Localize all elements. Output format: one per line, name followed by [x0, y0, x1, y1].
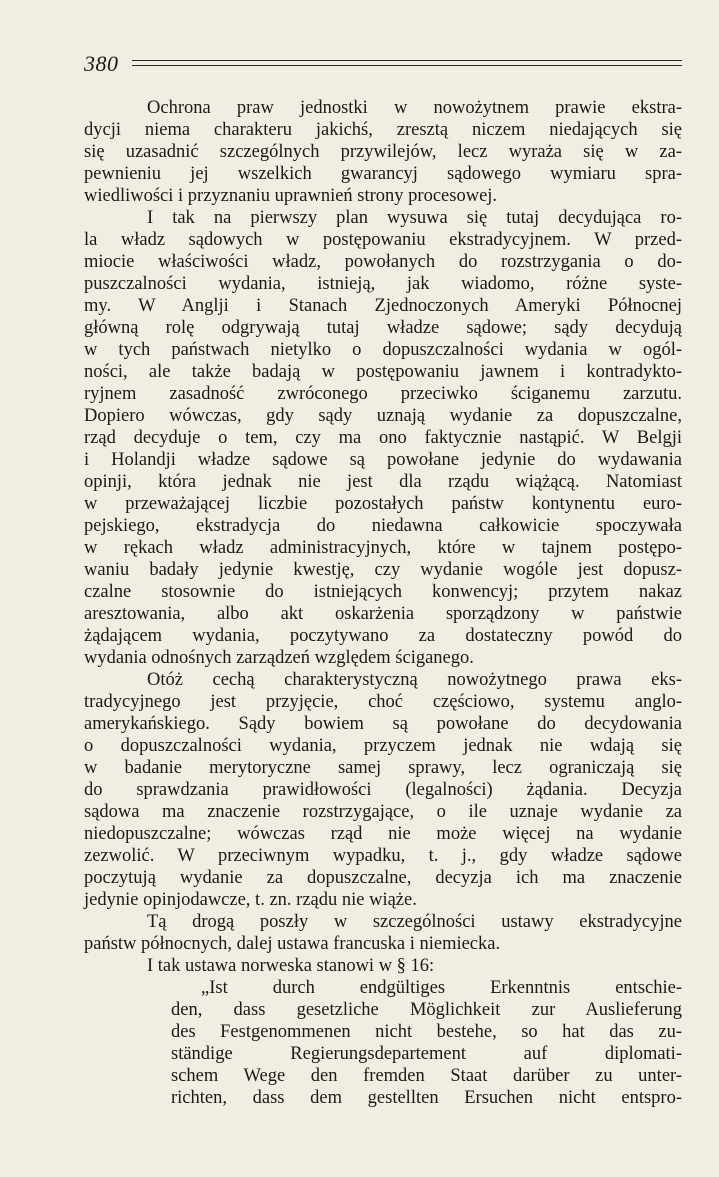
text-line: pewnieniu jej wszelkich gwarancyj sądowego wymiaru spra-: [84, 164, 682, 184]
text-line: wiedliwości i przyznaniu uprawnień strony procesowej.: [84, 186, 498, 206]
text-line: w przeważającej liczbie pozostałych państw kontynentu euro-: [84, 494, 682, 514]
quote-line: des Festgenommenen nicht bestehe, so hat das zu-: [171, 1022, 682, 1042]
text-line: czalne stosownie do istniejących konwencyj; przytem nakaz: [84, 582, 682, 602]
body-text: [84, 97, 682, 1109]
header-rule-bottom: [132, 65, 682, 66]
text-line: żądającem wydania, poczytywano za dostateczny powód do: [84, 626, 682, 646]
text-line: aresztowania, albo akt oskarżenia sporządzony w państwie: [84, 604, 682, 624]
text-line: amerykańskiego. Sądy bowiem są powołane do decydowania: [84, 714, 682, 734]
quote-line: „Ist durch endgültiges Erkenntnis entschie-: [201, 978, 682, 998]
text-line: Dopiero wówczas, gdy sądy uznają wydanie za dopuszczalne,: [84, 406, 682, 426]
text-line: zezwolić. W przeciwnym wypadku, t. j., gdy władze sądowe: [84, 846, 682, 866]
text-line: sądowa ma znaczenie rozstrzygające, o ile uznaje wydanie za: [84, 802, 682, 822]
text-line: my. W Anglji i Stanach Zjednoczonych Ameryki Północnej: [84, 296, 682, 316]
text-line: jedynie opinjodawcze, t. zn. rządu nie wiąże.: [84, 890, 417, 910]
text-line: Otóż cechą charakterystyczną nowożytnego prawa eks-: [147, 670, 682, 690]
block-quote: [84, 977, 682, 1109]
text-line: wydania odnośnych zarządzeń względem ściganego.: [84, 648, 474, 668]
quote-line: den, dass gesetzliche Möglichkeit zur Auslieferung: [171, 1000, 682, 1020]
text-line: puszczalności wydania, istnieją, jak wiadomo, różne syste-: [84, 274, 682, 294]
text-line: pejskiego, ekstradycja do niedawna całkowicie spoczywała: [84, 516, 682, 536]
text-line: waniu badały jedynie kwestję, czy wydanie wogóle jest dopusz-: [84, 560, 682, 580]
page-header: [84, 52, 684, 76]
text-line: opinji, która jednak nie jest dla rządu wiążącą. Natomiast: [84, 472, 682, 492]
text-line: niedopuszczalne; wówczas rząd nie może więcej na wydanie: [84, 824, 682, 844]
text-line: dycji niema charakteru jakichś, zresztą niczem niedających się: [84, 120, 682, 140]
quote-line: richten, dass dem gestellten Ersuchen nicht entspro-: [171, 1088, 682, 1108]
text-line: i Holandji władze sądowe są powołane jedynie do wydawania: [84, 450, 682, 470]
text-line: Ochrona praw jednostki w nowożytnem prawie ekstra-: [147, 98, 682, 118]
text-line: ryjnem zasadność zwróconego przeciwko ściganemu zarzutu.: [84, 384, 682, 404]
text-line: państw północnych, dalej ustawa francuska i niemiecka.: [84, 934, 501, 954]
text-line: rząd decyduje o tem, czy ma ono faktycznie nastąpić. W Belgji: [84, 428, 682, 448]
text-line: miocie właściwości władz, powołanych do rozstrzygania o do-: [84, 252, 682, 272]
text-line: w tych państwach nietylko o dopuszczalności wydania w ogól-: [84, 340, 682, 360]
text-line: poczytują wydanie za dopuszczalne, decyzja ich ma znaczenie: [84, 868, 682, 888]
text-line: la władz sądowych w postępowaniu ekstradycyjnem. W przed-: [84, 230, 682, 250]
quote-line: ständige Regierungsdepartement auf diplomati-: [171, 1044, 682, 1064]
text-line: o dopuszczalności wydania, przyczem jednak nie wdają się: [84, 736, 682, 756]
header-rule-top: [132, 60, 682, 61]
main-paragraphs: [84, 97, 682, 977]
page-number: 380: [84, 51, 119, 76]
text-line: się uzasadnić szczególnych przywilejów, lecz wyraża się w za-: [84, 142, 682, 162]
text-line: w badanie merytoryczne samej sprawy, lecz ograniczają się: [84, 758, 682, 778]
text-line: do sprawdzania prawidłowości (legalności) żądania. Decyzja: [84, 780, 682, 800]
text-line: I tak na pierwszy plan wysuwa się tutaj decydująca ro-: [147, 208, 682, 228]
text-line: główną rolę odgrywają tutaj władze sądowe; sądy decydują: [84, 318, 682, 338]
text-line: ności, ale także badają w postępowaniu jawnem i kontradykto-: [84, 362, 682, 382]
text-line: w rękach władz administracyjnych, które w tajnem postępo-: [84, 538, 682, 558]
text-line: tradycyjnego jest przyjęcie, choć częściowo, systemu anglo-: [84, 692, 682, 712]
text-line: Tą drogą poszły w szczególności ustawy ekstradycyjne: [147, 912, 682, 932]
text-line: I tak ustawa norweska stanowi w § 16:: [147, 956, 435, 976]
quote-line: schem Wege den fremden Staat darüber zu unter-: [171, 1066, 682, 1086]
